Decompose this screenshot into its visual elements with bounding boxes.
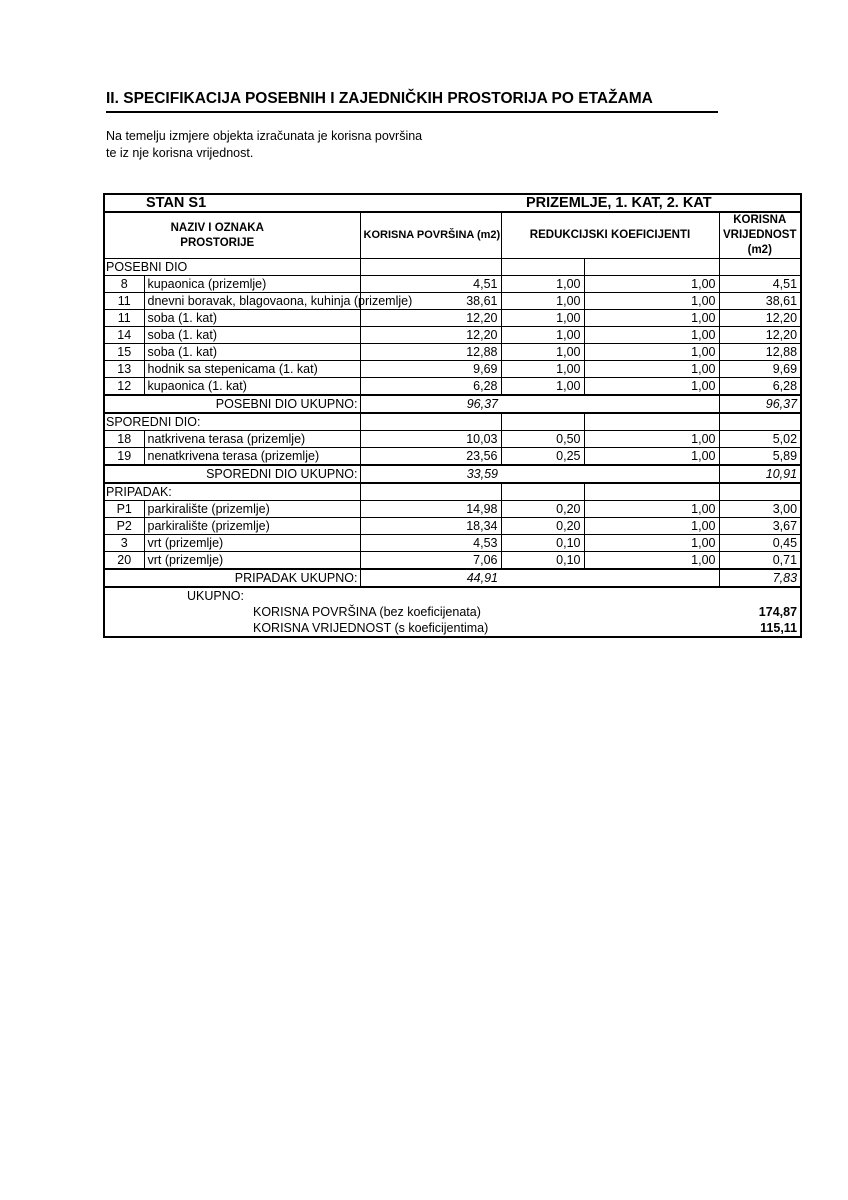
empty-cell [360, 413, 501, 431]
section-total-area: 96,37 [360, 395, 501, 413]
room-value: 6,28 [719, 378, 801, 396]
section-total-label: PRIPADAK UKUPNO: [104, 569, 360, 587]
section-label: SPOREDNI DIO: [104, 413, 360, 431]
col-header-name [104, 212, 360, 259]
table-row [104, 378, 801, 396]
summary-value-row [104, 620, 801, 637]
room-value: 5,89 [719, 448, 801, 466]
empty-cell [719, 483, 801, 501]
room-coef-1: 0,25 [501, 448, 584, 466]
summary-value-value: 115,11 [760, 620, 798, 635]
section-total-value: 7,83 [719, 569, 801, 587]
room-area: 4,53 [360, 535, 501, 552]
floors-label: PRIZEMLJE, 1. KAT, 2. KAT [526, 194, 712, 211]
room-coef-1: 1,00 [501, 293, 584, 310]
table-row [104, 448, 801, 466]
empty-cell [584, 465, 719, 483]
room-coef-1: 1,00 [501, 378, 584, 396]
room-coef-2: 1,00 [584, 293, 719, 310]
intro-text [106, 128, 422, 162]
room-area: 23,56 [360, 448, 501, 466]
section-label: POSEBNI DIO [104, 259, 360, 276]
section-total-area: 33,59 [360, 465, 501, 483]
room-area: 14,98 [360, 501, 501, 518]
room-value: 38,61 [719, 293, 801, 310]
room-coef-2: 1,00 [584, 535, 719, 552]
table-row [104, 310, 801, 327]
room-area: 4,51 [360, 276, 501, 293]
room-number: 13 [104, 361, 144, 378]
table-row [104, 327, 801, 344]
room-name: kupaonica (prizemlje) [144, 276, 360, 293]
room-coef-1: 1,00 [501, 310, 584, 327]
empty-cell [501, 569, 584, 587]
table-row [104, 501, 801, 518]
room-coef-1: 1,00 [501, 276, 584, 293]
room-coef-2: 1,00 [584, 361, 719, 378]
room-coef-2: 1,00 [584, 431, 719, 448]
section-label-row [104, 483, 801, 501]
room-number: 15 [104, 344, 144, 361]
room-value: 5,02 [719, 431, 801, 448]
room-name: natkrivena terasa (prizemlje) [144, 431, 360, 448]
room-coef-1: 1,00 [501, 327, 584, 344]
empty-cell [584, 569, 719, 587]
intro-line-1: Na temelju izmjere objekta izračunata je korisna površina [106, 129, 423, 143]
room-area: 18,34 [360, 518, 501, 535]
room-value: 3,00 [719, 501, 801, 518]
room-name: nenatkrivena terasa (prizemlje) [144, 448, 360, 466]
section-total-label: SPOREDNI DIO UKUPNO: [104, 465, 360, 483]
room-number: P1 [104, 501, 144, 518]
room-value: 9,69 [719, 361, 801, 378]
table-row [104, 293, 801, 310]
empty-cell [360, 483, 501, 501]
room-coef-2: 1,00 [584, 310, 719, 327]
room-area: 12,88 [360, 344, 501, 361]
empty-cell [501, 395, 584, 413]
empty-cell [501, 413, 584, 431]
room-number: 20 [104, 552, 144, 570]
column-header-row [104, 212, 801, 259]
empty-cell [719, 259, 801, 276]
section-label-row [104, 259, 801, 276]
room-coef-2: 1,00 [584, 378, 719, 396]
room-name: vrt (prizemlje) [144, 535, 360, 552]
room-name: parkiralište (prizemlje) [144, 501, 360, 518]
room-name: parkiralište (prizemlje) [144, 518, 360, 535]
section-label-row [104, 413, 801, 431]
empty-cell [584, 395, 719, 413]
room-area: 7,06 [360, 552, 501, 570]
room-area: 6,28 [360, 378, 501, 396]
room-number: 12 [104, 378, 144, 396]
room-coef-1: 0,10 [501, 535, 584, 552]
room-name: soba (1. kat) [144, 310, 360, 327]
room-area: 12,20 [360, 310, 501, 327]
table-title-row [104, 194, 801, 212]
summary-label-row [104, 587, 801, 604]
section-total-value: 10,91 [719, 465, 801, 483]
room-coef-2: 1,00 [584, 518, 719, 535]
section-total-row [104, 569, 801, 587]
empty-cell [719, 413, 801, 431]
table-row [104, 361, 801, 378]
room-number: 3 [104, 535, 144, 552]
room-name: kupaonica (1. kat) [144, 378, 360, 396]
summary-area-value: 174,87 [758, 604, 798, 619]
table-row [104, 535, 801, 552]
summary-value-label: KORISNA VRIJEDNOST (s koeficijentima) [253, 620, 489, 635]
empty-cell [501, 465, 584, 483]
table-row [104, 518, 801, 535]
room-number: 8 [104, 276, 144, 293]
page-title: II. SPECIFIKACIJA POSEBNIH I ZAJEDNIČKIH PROSTORIJA PO ETAŽAMA [106, 90, 718, 113]
section-total-label: POSEBNI DIO UKUPNO: [104, 395, 360, 413]
table-row [104, 431, 801, 448]
col-header-coef: REDUKCIJSKI KOEFICIJENTI [501, 212, 719, 259]
col-header-value [719, 212, 801, 259]
room-coef-2: 1,00 [584, 327, 719, 344]
room-value: 12,20 [719, 327, 801, 344]
section-label: PRIPADAK: [104, 483, 360, 501]
room-value: 12,88 [719, 344, 801, 361]
room-coef-2: 1,00 [584, 276, 719, 293]
room-value: 0,71 [719, 552, 801, 570]
section-total-row [104, 465, 801, 483]
empty-cell [584, 483, 719, 501]
col-header-value-line1: KORISNA [733, 214, 787, 226]
room-name: dnevni boravak, blagovaona, kuhinja (prizemlje) [144, 293, 360, 310]
room-coef-2: 1,00 [584, 344, 719, 361]
room-coef-1: 0,20 [501, 501, 584, 518]
room-coef-1: 1,00 [501, 344, 584, 361]
room-coef-1: 0,10 [501, 552, 584, 570]
unit-name: STAN S1 [146, 194, 207, 211]
specification-table [103, 193, 802, 638]
room-area: 38,61 [360, 293, 501, 310]
room-area: 10,03 [360, 431, 501, 448]
table-row [104, 276, 801, 293]
empty-cell [360, 259, 501, 276]
room-coef-2: 1,00 [584, 501, 719, 518]
room-area: 12,20 [360, 327, 501, 344]
room-coef-2: 1,00 [584, 552, 719, 570]
room-value: 0,45 [719, 535, 801, 552]
room-name: hodnik sa stepenicama (1. kat) [144, 361, 360, 378]
room-coef-2: 1,00 [584, 448, 719, 466]
empty-cell [584, 413, 719, 431]
room-coef-1: 1,00 [501, 361, 584, 378]
room-coef-1: 0,20 [501, 518, 584, 535]
summary-label: UKUPNO: [104, 587, 801, 604]
table-row [104, 552, 801, 570]
summary-area-row [104, 604, 801, 620]
room-area: 9,69 [360, 361, 501, 378]
room-name: soba (1. kat) [144, 344, 360, 361]
empty-cell [584, 259, 719, 276]
room-name: vrt (prizemlje) [144, 552, 360, 570]
room-name: soba (1. kat) [144, 327, 360, 344]
room-value: 3,67 [719, 518, 801, 535]
table-row [104, 344, 801, 361]
section-total-value: 96,37 [719, 395, 801, 413]
empty-cell [501, 483, 584, 501]
room-number: 11 [104, 293, 144, 310]
summary-area-label: KORISNA POVRŠINA (bez koeficijenata) [253, 604, 481, 619]
empty-cell [501, 259, 584, 276]
section-total-row [104, 395, 801, 413]
col-header-name-line1: NAZIV I OZNAKA [170, 221, 264, 234]
room-number: 18 [104, 431, 144, 448]
room-value: 12,20 [719, 310, 801, 327]
col-header-value-line3: (m2) [747, 244, 772, 256]
section-total-area: 44,91 [360, 569, 501, 587]
intro-line-2: te iz nje korisna vrijednost. [106, 146, 254, 160]
room-number: 11 [104, 310, 144, 327]
room-coef-1: 0,50 [501, 431, 584, 448]
room-number: P2 [104, 518, 144, 535]
col-header-area: KORISNA POVRŠINA (m2) [360, 212, 501, 259]
room-number: 19 [104, 448, 144, 466]
room-number: 14 [104, 327, 144, 344]
col-header-name-line2: PROSTORIJE [180, 236, 255, 249]
col-header-value-line2: VRIJEDNOST [723, 229, 797, 241]
room-value: 4,51 [719, 276, 801, 293]
